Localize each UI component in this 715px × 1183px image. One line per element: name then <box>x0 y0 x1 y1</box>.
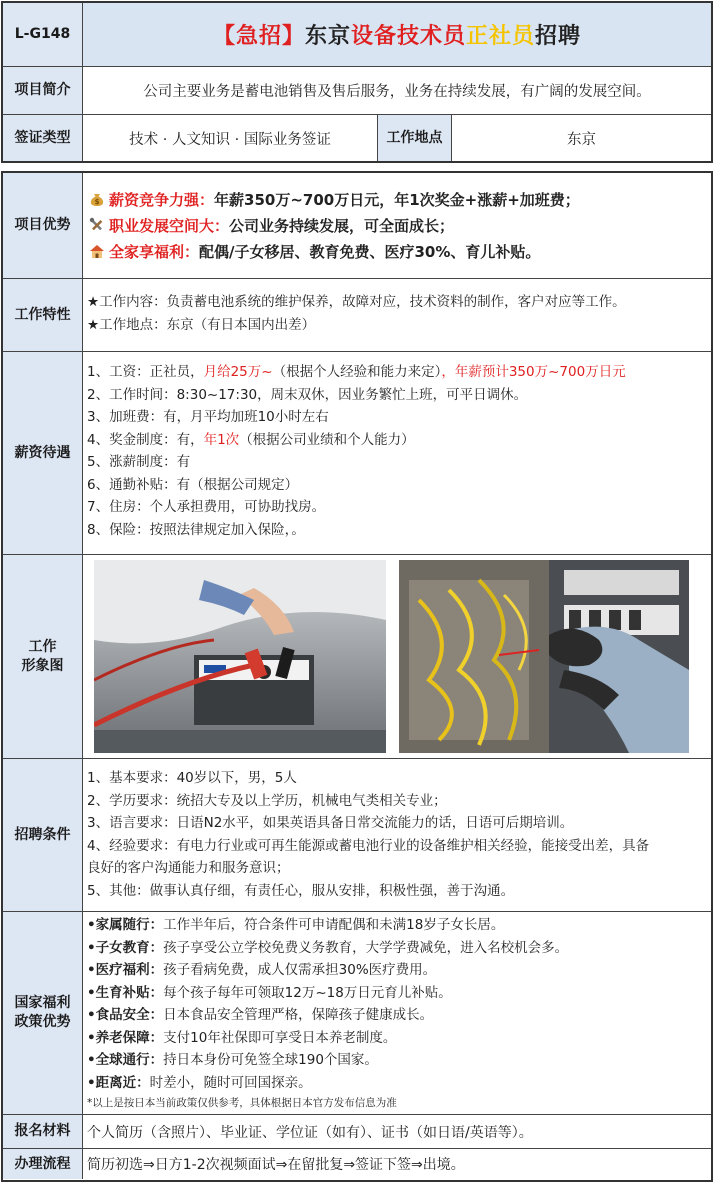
welfare-item: •食品安全：日本食品安全管理严格，保障孩子健康成长。 <box>87 1007 434 1023</box>
salary-line: 5、涨薪制度：有 <box>87 454 191 470</box>
images-row <box>3 555 711 759</box>
welfare-item: •全球通行：持日本身份可免签全球190个国家。 <box>87 1052 378 1068</box>
requirement-line: 5、其他：做事认真仔细，有责任心，服从安排，积极性强，善于沟通。 <box>87 882 515 899</box>
requirements-label: 招聘条件 <box>3 759 83 911</box>
process-text: 简历初选⇒日方1-2次视频面试⇒在留批复⇒签证下签⇒出境。 <box>87 1157 465 1173</box>
job-code: L-G148 <box>3 3 83 66</box>
materials-label: 报名材料 <box>3 1115 83 1148</box>
feature-line: ★工作地点：东京（有日本国内出差） <box>87 316 316 333</box>
advantages-row <box>3 173 711 279</box>
car-battery-photo <box>94 560 386 753</box>
title-location: 东京 <box>304 24 351 49</box>
header-table <box>1 1 713 163</box>
intro-text: 公司主要业务是蓄电池销售及售后服务，业务在持续发展，有广阔的发展空间。 <box>143 84 651 100</box>
features-label: 工作特性 <box>3 279 83 351</box>
visa-row <box>3 115 711 161</box>
welfare-item: •家属随行：工作半年后，符合条件可申请配偶和未满18岁子女长居。 <box>87 917 505 933</box>
welfare-label: 国家福利 政策优势 <box>3 912 83 1114</box>
requirement-line: 良好的客户沟通能力和服务意识； <box>87 860 290 876</box>
requirement-line: 3、语言要求：日语N2水平，如果英语具备日常交流能力的话，日语可后期培训。 <box>87 815 574 831</box>
money-bag-icon <box>89 191 105 207</box>
title-row <box>3 3 711 67</box>
welfare-content <box>83 912 711 1114</box>
salary-line: 1、工资：正社员，月给25万~（根据个人经验和能力来定），年薪预计350万~700万日元 <box>87 364 626 380</box>
images-label: 工作 形象图 <box>3 555 83 758</box>
title-suffix: 招聘 <box>535 24 582 49</box>
welfare-item: •养老保障：支付10年社保即可享受日本养老制度。 <box>87 1029 397 1046</box>
welfare-item: •子女教育：孩子享受公立学校免费义务教育，大学学费减免，进入名校机会多。 <box>87 939 569 956</box>
title-employment: 正社员 <box>466 24 536 49</box>
advantage-item: 全家享福利：配偶/子女移居、教育免费、医疗30%、育儿补贴。 <box>89 239 707 265</box>
requirements-row <box>3 759 711 912</box>
features-row <box>3 279 711 352</box>
images-content <box>83 555 711 758</box>
salary-label: 薪资待遇 <box>3 352 83 554</box>
welfare-item: •医疗福利：孩子看病免费，成人仅需承担30%医疗费用。 <box>87 962 437 978</box>
electrical-panel-photo <box>399 560 689 753</box>
materials-row <box>3 1115 711 1149</box>
advantage-item: $ 薪资竞争力强：年薪350万~700万日元，年1次奖金+涨薪+加班费； <box>89 187 707 213</box>
welfare-item: •生育补贴：每个孩子每年可领取12万~18万日元育儿补贴。 <box>87 984 452 1001</box>
requirement-line: 1、基本要求：40岁以下，男，5人 <box>87 770 297 786</box>
advantages-label: 项目优势 <box>3 173 83 278</box>
salary-line: 4、奖金制度：有，年1次（根据公司业绩和个人能力） <box>87 431 415 448</box>
materials-text: 个人简历（含照片）、毕业证、学位证（如有）、证书（如日语/英语等）。 <box>87 1124 533 1141</box>
tools-icon <box>89 217 105 233</box>
house-icon <box>89 243 105 259</box>
welfare-note: *以上是按日本当前政策仅供参考，具体根据日本官方发布信息为准 <box>87 1097 397 1109</box>
welfare-row <box>3 912 711 1115</box>
salary-content <box>83 352 711 554</box>
title-prefix: 【急招】 <box>212 24 305 49</box>
title-position: 设备技术员 <box>350 24 466 49</box>
salary-line: 6、通勤补贴：有（根据公司规定） <box>87 476 299 493</box>
advantage-item: 职业发展空间大：公司业务持续发展，可全面成长； <box>89 213 707 239</box>
location-label: 工作地点 <box>378 115 452 161</box>
process-row <box>3 1149 711 1179</box>
svg-text:$: $ <box>94 198 100 206</box>
requirement-line: 4、经验要求：有电力行业或可再生能源或蓄电池行业的设备维护相关经验，能接受出差，具备 <box>87 837 650 854</box>
visa-value: 技术 · 人文知识 · 国际业务签证 <box>83 115 378 161</box>
intro-row <box>3 67 711 115</box>
salary-line: 3、加班费：有，月平均加班10小时左右 <box>87 409 329 425</box>
page-title <box>83 3 711 66</box>
salary-line: 7、住房：个人承担费用，可协助找房。 <box>87 499 326 515</box>
advantages-content <box>83 173 711 278</box>
requirement-line: 2、学历要求：统招大专及以上学历，机械电气类相关专业； <box>87 792 447 809</box>
salary-row <box>3 352 711 555</box>
salary-line: 2、工作时间：8:30~17:30，周末双休，因业务繁忙上班，可平日调休。 <box>87 386 528 403</box>
intro-label: 项目简介 <box>3 67 83 114</box>
requirements-content <box>83 759 711 911</box>
salary-line: 8、保险：按照法律规定加入保险，。 <box>87 521 305 538</box>
location-value: 东京 <box>567 131 596 148</box>
welfare-item: •距离近：时差小，随时可回国探亲。 <box>87 1074 312 1091</box>
features-content <box>83 279 711 351</box>
visa-label: 签证类型 <box>3 115 83 161</box>
process-label: 办理流程 <box>3 1149 83 1179</box>
feature-line: ★工作内容：负责蓄电池系统的维护保养，故障对应，技术资料的制作，客户对应等工作。 <box>87 294 626 310</box>
detail-table <box>1 171 713 1182</box>
